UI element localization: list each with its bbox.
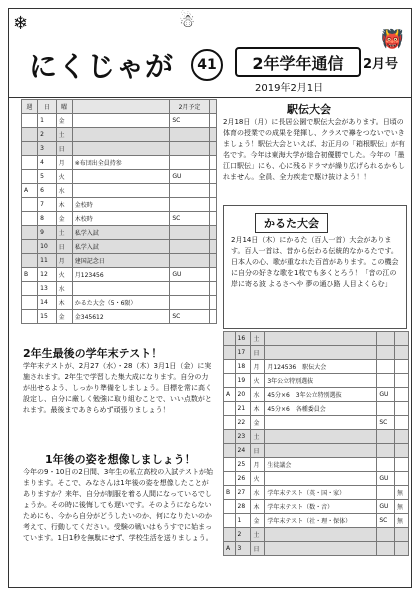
- calendar-cell: 土: [56, 226, 72, 240]
- calendar-cell: [170, 240, 209, 254]
- calendar-cell: [377, 346, 395, 360]
- calendar-cell: [265, 346, 377, 360]
- calendar-row: [22, 114, 217, 128]
- calendar-cell: 22: [235, 416, 251, 430]
- calendar-cell: B: [22, 268, 38, 282]
- calendar-cell: [377, 458, 395, 472]
- calendar-cell: 金: [56, 212, 72, 226]
- calendar-cell: 月: [56, 254, 72, 268]
- calendar-cell: [377, 402, 395, 416]
- calendar-cell: 無: [395, 500, 409, 514]
- calendar-row: [224, 430, 409, 444]
- calendar-cell: [224, 528, 236, 542]
- snowman-icon: ☃: [179, 11, 196, 32]
- calendar-cell: [265, 528, 377, 542]
- calendar-cell: [22, 170, 38, 184]
- calendar-row: [22, 254, 217, 268]
- calendar-cell: [265, 542, 377, 556]
- calendar-cell: [395, 402, 409, 416]
- calendar-cell: [72, 184, 170, 198]
- calendar-cell: [377, 542, 395, 556]
- calendar-cell: 生徒議会: [265, 458, 377, 472]
- calendar-cell: 11: [38, 254, 57, 268]
- calendar-cell: 月: [56, 156, 72, 170]
- calendar-cell: 日: [251, 444, 265, 458]
- calendar-cell: 学年末テスト（社・理・保体）: [265, 514, 377, 528]
- calendar-cell: 火: [56, 268, 72, 282]
- calendar-cell: 17: [235, 346, 251, 360]
- calendar-cell: 1: [38, 114, 57, 128]
- calendar-cell: [22, 198, 38, 212]
- calendar-cell: ※布団出全員持参: [72, 156, 170, 170]
- calendar-cell: 16: [235, 332, 251, 346]
- calendar-cell: 月123456: [72, 268, 170, 282]
- calendar-cell: SC: [170, 114, 209, 128]
- calendar-row: [22, 128, 217, 142]
- calendar-cell: 月124536 駅伝大会: [265, 360, 377, 374]
- calendar-cell: [170, 128, 209, 142]
- calendar-row: [224, 528, 409, 542]
- calendar-cell: [395, 430, 409, 444]
- calendar-cell: 日: [251, 346, 265, 360]
- calendar-cell: [265, 444, 377, 458]
- calendar-row: [22, 240, 217, 254]
- calendar-row: [22, 296, 217, 310]
- calendar-cell: GU: [377, 500, 395, 514]
- calendar-row: [22, 142, 217, 156]
- calendar-cell: [170, 254, 209, 268]
- calendar-cell: [209, 254, 216, 268]
- calendar-cell: [224, 514, 236, 528]
- calendar-cell: [22, 310, 38, 324]
- calendar-cell: [209, 296, 216, 310]
- calendar-head-cell: [72, 100, 170, 114]
- calendar-cell: [265, 472, 377, 486]
- issue-date: 2019年2月1日: [255, 83, 324, 94]
- calendar-head-cell: [209, 100, 216, 114]
- calendar-cell: 水: [56, 282, 72, 296]
- newsletter-page: [8, 8, 412, 588]
- calendar-cell: [377, 528, 395, 542]
- calendar-cell: [209, 310, 216, 324]
- calendar-row: [224, 388, 409, 402]
- calendar-cell: [224, 402, 236, 416]
- calendar-cell: [395, 388, 409, 402]
- calendar-cell: [170, 282, 209, 296]
- devil-mask-icon: 👹: [381, 29, 404, 50]
- calendar-cell: [224, 374, 236, 388]
- newsletter-title: にくじゃが: [29, 50, 175, 83]
- calendar-cell: GU: [377, 388, 395, 402]
- calendar-row: [224, 514, 409, 528]
- calendar-cell: 25: [235, 458, 251, 472]
- calendar-cell: 5: [38, 170, 57, 184]
- calendar-cell: 学年末テスト（数・音）: [265, 500, 377, 514]
- calendar-cell: [72, 142, 170, 156]
- calendar-cell: [265, 416, 377, 430]
- calendar-cell: 9: [38, 226, 57, 240]
- calendar-cell: 14: [38, 296, 57, 310]
- calendar-cell: 火: [251, 374, 265, 388]
- month-label: 2月号: [363, 57, 399, 72]
- calendar-cell: [209, 282, 216, 296]
- calendar-cell: [209, 240, 216, 254]
- calendar-cell: 私学入試: [72, 226, 170, 240]
- calendar-cell: [170, 198, 209, 212]
- calendar-cell: 金: [56, 114, 72, 128]
- calendar-cell: 3: [38, 142, 57, 156]
- header: [9, 9, 411, 98]
- calendar-cell: [72, 282, 170, 296]
- calendar-cell: [395, 528, 409, 542]
- karuta-text: 2月14日（木）にかるた（百人一首）大会があります。百人一首は、昔から伝わる伝統的なかるたです。日本人の心、歌が重なれた百首があります。この機会に自分の好きな歌を1枚でも多くとろう！「音の江の 岸に寄る波 よるさへや 夢の通ひ路 人目よくらむ」: [231, 236, 399, 288]
- calendar-cell: [22, 114, 38, 128]
- calendar-row: [224, 360, 409, 374]
- calendar-cell: [395, 444, 409, 458]
- calendar-cell: [170, 142, 209, 156]
- calendar-cell: 水: [251, 486, 265, 500]
- calendar-cell: SC: [170, 310, 209, 324]
- calendar-cell: [209, 198, 216, 212]
- calendar-cell: GU: [377, 472, 395, 486]
- calendar-row: [224, 402, 409, 416]
- calendar-cell: [377, 444, 395, 458]
- calendar-cell: 19: [235, 374, 251, 388]
- calendar-cell: [224, 458, 236, 472]
- calendar-cell: [209, 114, 216, 128]
- calendar-cell: 木: [56, 296, 72, 310]
- calendar-cell: [395, 458, 409, 472]
- calendar-row: [22, 268, 217, 282]
- calendar-cell: [22, 254, 38, 268]
- calendar-cell: 火: [251, 472, 265, 486]
- calendar-row: [224, 542, 409, 556]
- calendar-cell: 28: [235, 500, 251, 514]
- calendar-cell: [22, 240, 38, 254]
- calendar-cell: 金345612: [72, 310, 170, 324]
- calendar-cell: 木: [56, 198, 72, 212]
- calendar-cell: かるた大会（5・6限）: [72, 296, 170, 310]
- calendar-row: [224, 346, 409, 360]
- calendar-cell: B: [224, 486, 236, 500]
- calendar-cell: [170, 296, 209, 310]
- calendar-head-cell: 2月予定: [170, 100, 209, 114]
- calendar-cell: [265, 332, 377, 346]
- calendar-row: [22, 184, 217, 198]
- calendar-left: [21, 99, 217, 324]
- calendar-row: [22, 310, 217, 324]
- calendar-cell: 無: [395, 514, 409, 528]
- calendar-cell: [72, 170, 170, 184]
- calendar-cell: 21: [235, 402, 251, 416]
- calendar-cell: 木校時: [72, 212, 170, 226]
- calendar-cell: 8: [38, 212, 57, 226]
- calendar-cell: 金: [251, 514, 265, 528]
- calendar-cell: [170, 226, 209, 240]
- calendar-cell: [209, 212, 216, 226]
- calendar-row: [22, 170, 217, 184]
- calendar-cell: 18: [235, 360, 251, 374]
- ekiden-title: 駅伝大会: [287, 103, 331, 116]
- calendar-cell: [377, 332, 395, 346]
- calendar-cell: 10: [38, 240, 57, 254]
- calendar-head-cell: 週: [22, 100, 38, 114]
- calendar-cell: 4: [38, 156, 57, 170]
- calendar-cell: 6: [38, 184, 57, 198]
- calendar-row: [224, 472, 409, 486]
- calendar-cell: 私学入試: [72, 240, 170, 254]
- calendar-cell: 建国記念日: [72, 254, 170, 268]
- calendar-right: [223, 331, 409, 556]
- calendar-cell: 日: [56, 240, 72, 254]
- calendar-cell: 7: [38, 198, 57, 212]
- calendar-cell: [209, 142, 216, 156]
- calendar-cell: [395, 332, 409, 346]
- calendar-head-cell: 曜: [56, 100, 72, 114]
- calendar-cell: 15: [38, 310, 57, 324]
- calendar-cell: 金校時: [72, 198, 170, 212]
- calendar-cell: [224, 360, 236, 374]
- calendar-cell: 2: [235, 528, 251, 542]
- future-title: 1年後の姿を想像しましょう！: [45, 453, 196, 466]
- calendar-cell: [209, 156, 216, 170]
- calendar-cell: GU: [170, 170, 209, 184]
- calendar-cell: 無: [395, 486, 409, 500]
- calendar-cell: GU: [170, 268, 209, 282]
- calendar-head-cell: 日: [38, 100, 57, 114]
- calendar-cell: [377, 430, 395, 444]
- calendar-cell: [395, 542, 409, 556]
- calendar-cell: [22, 296, 38, 310]
- calendar-row: [22, 198, 217, 212]
- calendar-cell: 金: [251, 416, 265, 430]
- karuta-title: かるた大会: [255, 213, 328, 233]
- calendar-cell: 月: [251, 360, 265, 374]
- calendar-cell: [209, 170, 216, 184]
- calendar-cell: 木: [251, 402, 265, 416]
- calendar-cell: 土: [56, 128, 72, 142]
- calendar-cell: 火: [56, 170, 72, 184]
- calendar-row: [22, 282, 217, 296]
- calendar-row: [22, 156, 217, 170]
- issue-number: 41: [191, 49, 223, 81]
- test-title: 2年生最後の学年末テスト！: [23, 347, 163, 360]
- calendar-cell: 学年末テスト（英・国・家）: [265, 486, 377, 500]
- calendar-cell: 23: [235, 430, 251, 444]
- calendar-row: [224, 486, 409, 500]
- snowflake-icon: ❄: [13, 13, 29, 34]
- calendar-cell: 日: [56, 142, 72, 156]
- calendar-cell: SC: [377, 416, 395, 430]
- calendar-cell: 1: [235, 514, 251, 528]
- calendar-row: [22, 212, 217, 226]
- calendar-cell: [395, 416, 409, 430]
- calendar-cell: [209, 184, 216, 198]
- calendar-cell: [224, 332, 236, 346]
- calendar-cell: A: [22, 184, 38, 198]
- calendar-header: [22, 100, 217, 114]
- calendar-cell: SC: [170, 212, 209, 226]
- ekiden-text: 2月18日（月）に長居公園で駅伝大会があります。日頃の体育の授業での成果を発揮し、クラスで襷をつないでいきましょう！駅伝大会といえば、お正月の「箱根駅伝」が有名です。今年は東海大学が総合初優勝でした。今年の「墨江口駅伝」にも、心に残るドラマが繰り広げられるかもしれません。全員、全力疾走で駆け抜けよう！！: [223, 118, 405, 181]
- grade-title: 2年学年通信: [235, 47, 361, 77]
- calendar-cell: 45分×6 3年公立特別選抜: [265, 388, 377, 402]
- calendar-row: [224, 416, 409, 430]
- calendar-cell: [224, 416, 236, 430]
- calendar-cell: [170, 156, 209, 170]
- calendar-cell: 土: [251, 430, 265, 444]
- calendar-cell: [395, 472, 409, 486]
- calendar-cell: [22, 156, 38, 170]
- calendar-cell: 水: [56, 184, 72, 198]
- calendar-cell: 土: [251, 528, 265, 542]
- calendar-row: [224, 444, 409, 458]
- calendar-cell: 金: [56, 310, 72, 324]
- calendar-cell: [72, 114, 170, 128]
- calendar-cell: [395, 374, 409, 388]
- calendar-cell: [209, 226, 216, 240]
- test-text: 学年末テストが、2月27（水）・28（木）3月1日（金）に実施されます。2年生で学習した集大成になります。自分の力が出せるよう、しっかり準備をしましょう。目標を常に高く設定し、自分に厳しく勉強に取り組むことで、いい点数がとれます。最後まであきらめず頑張りましょう！: [23, 362, 212, 414]
- calendar-cell: [224, 346, 236, 360]
- calendar-cell: [224, 430, 236, 444]
- calendar-cell: [265, 430, 377, 444]
- calendar-cell: 45分×6 各種委員会: [265, 402, 377, 416]
- calendar-cell: [395, 346, 409, 360]
- calendar-cell: SC: [377, 514, 395, 528]
- calendar-cell: 27: [235, 486, 251, 500]
- calendar-cell: A: [224, 388, 236, 402]
- calendar-cell: [224, 472, 236, 486]
- calendar-cell: A: [224, 542, 236, 556]
- calendar-cell: 24: [235, 444, 251, 458]
- future-text: 今年の9・10日の2日間、3年生の私立高校の入試テストが始まります。そこで、みなさんは1年後の姿を想像したことがありますか？来年、自分が制服を着る人間になっているでしょうか。その時に後悔しても遅いです。そのようにならないためにも、今から自分がどうしたいのか、何になりたいのか考えて、行動してください。受験の戦いはもうすでに始まっています。1日1秒を無駄にせず、学校生活を送りましょう。: [23, 468, 213, 542]
- calendar-cell: [377, 486, 395, 500]
- calendar-cell: 12: [38, 268, 57, 282]
- calendar-cell: [22, 142, 38, 156]
- calendar-cell: [395, 360, 409, 374]
- calendar-row: [22, 226, 217, 240]
- calendar-cell: 20: [235, 388, 251, 402]
- calendar-cell: [22, 212, 38, 226]
- calendar-row: [224, 332, 409, 346]
- calendar-row: [224, 458, 409, 472]
- calendar-cell: [377, 374, 395, 388]
- calendar-row: [224, 374, 409, 388]
- calendar-cell: 2: [38, 128, 57, 142]
- calendar-cell: 日: [251, 542, 265, 556]
- calendar-cell: [22, 282, 38, 296]
- calendar-cell: 26: [235, 472, 251, 486]
- calendar-cell: [224, 500, 236, 514]
- calendar-cell: 3: [235, 542, 251, 556]
- calendar-cell: 月: [251, 458, 265, 472]
- calendar-cell: 木: [251, 500, 265, 514]
- calendar-row: [224, 500, 409, 514]
- calendar-cell: 水: [251, 388, 265, 402]
- calendar-cell: [209, 128, 216, 142]
- calendar-cell: 13: [38, 282, 57, 296]
- calendar-cell: [22, 226, 38, 240]
- calendar-cell: [22, 128, 38, 142]
- calendar-cell: 3年公立特別選抜: [265, 374, 377, 388]
- calendar-cell: [377, 360, 395, 374]
- calendar-cell: [224, 444, 236, 458]
- calendar-cell: [170, 184, 209, 198]
- calendar-cell: [72, 128, 170, 142]
- calendar-cell: 土: [251, 332, 265, 346]
- calendar-cell: [209, 268, 216, 282]
